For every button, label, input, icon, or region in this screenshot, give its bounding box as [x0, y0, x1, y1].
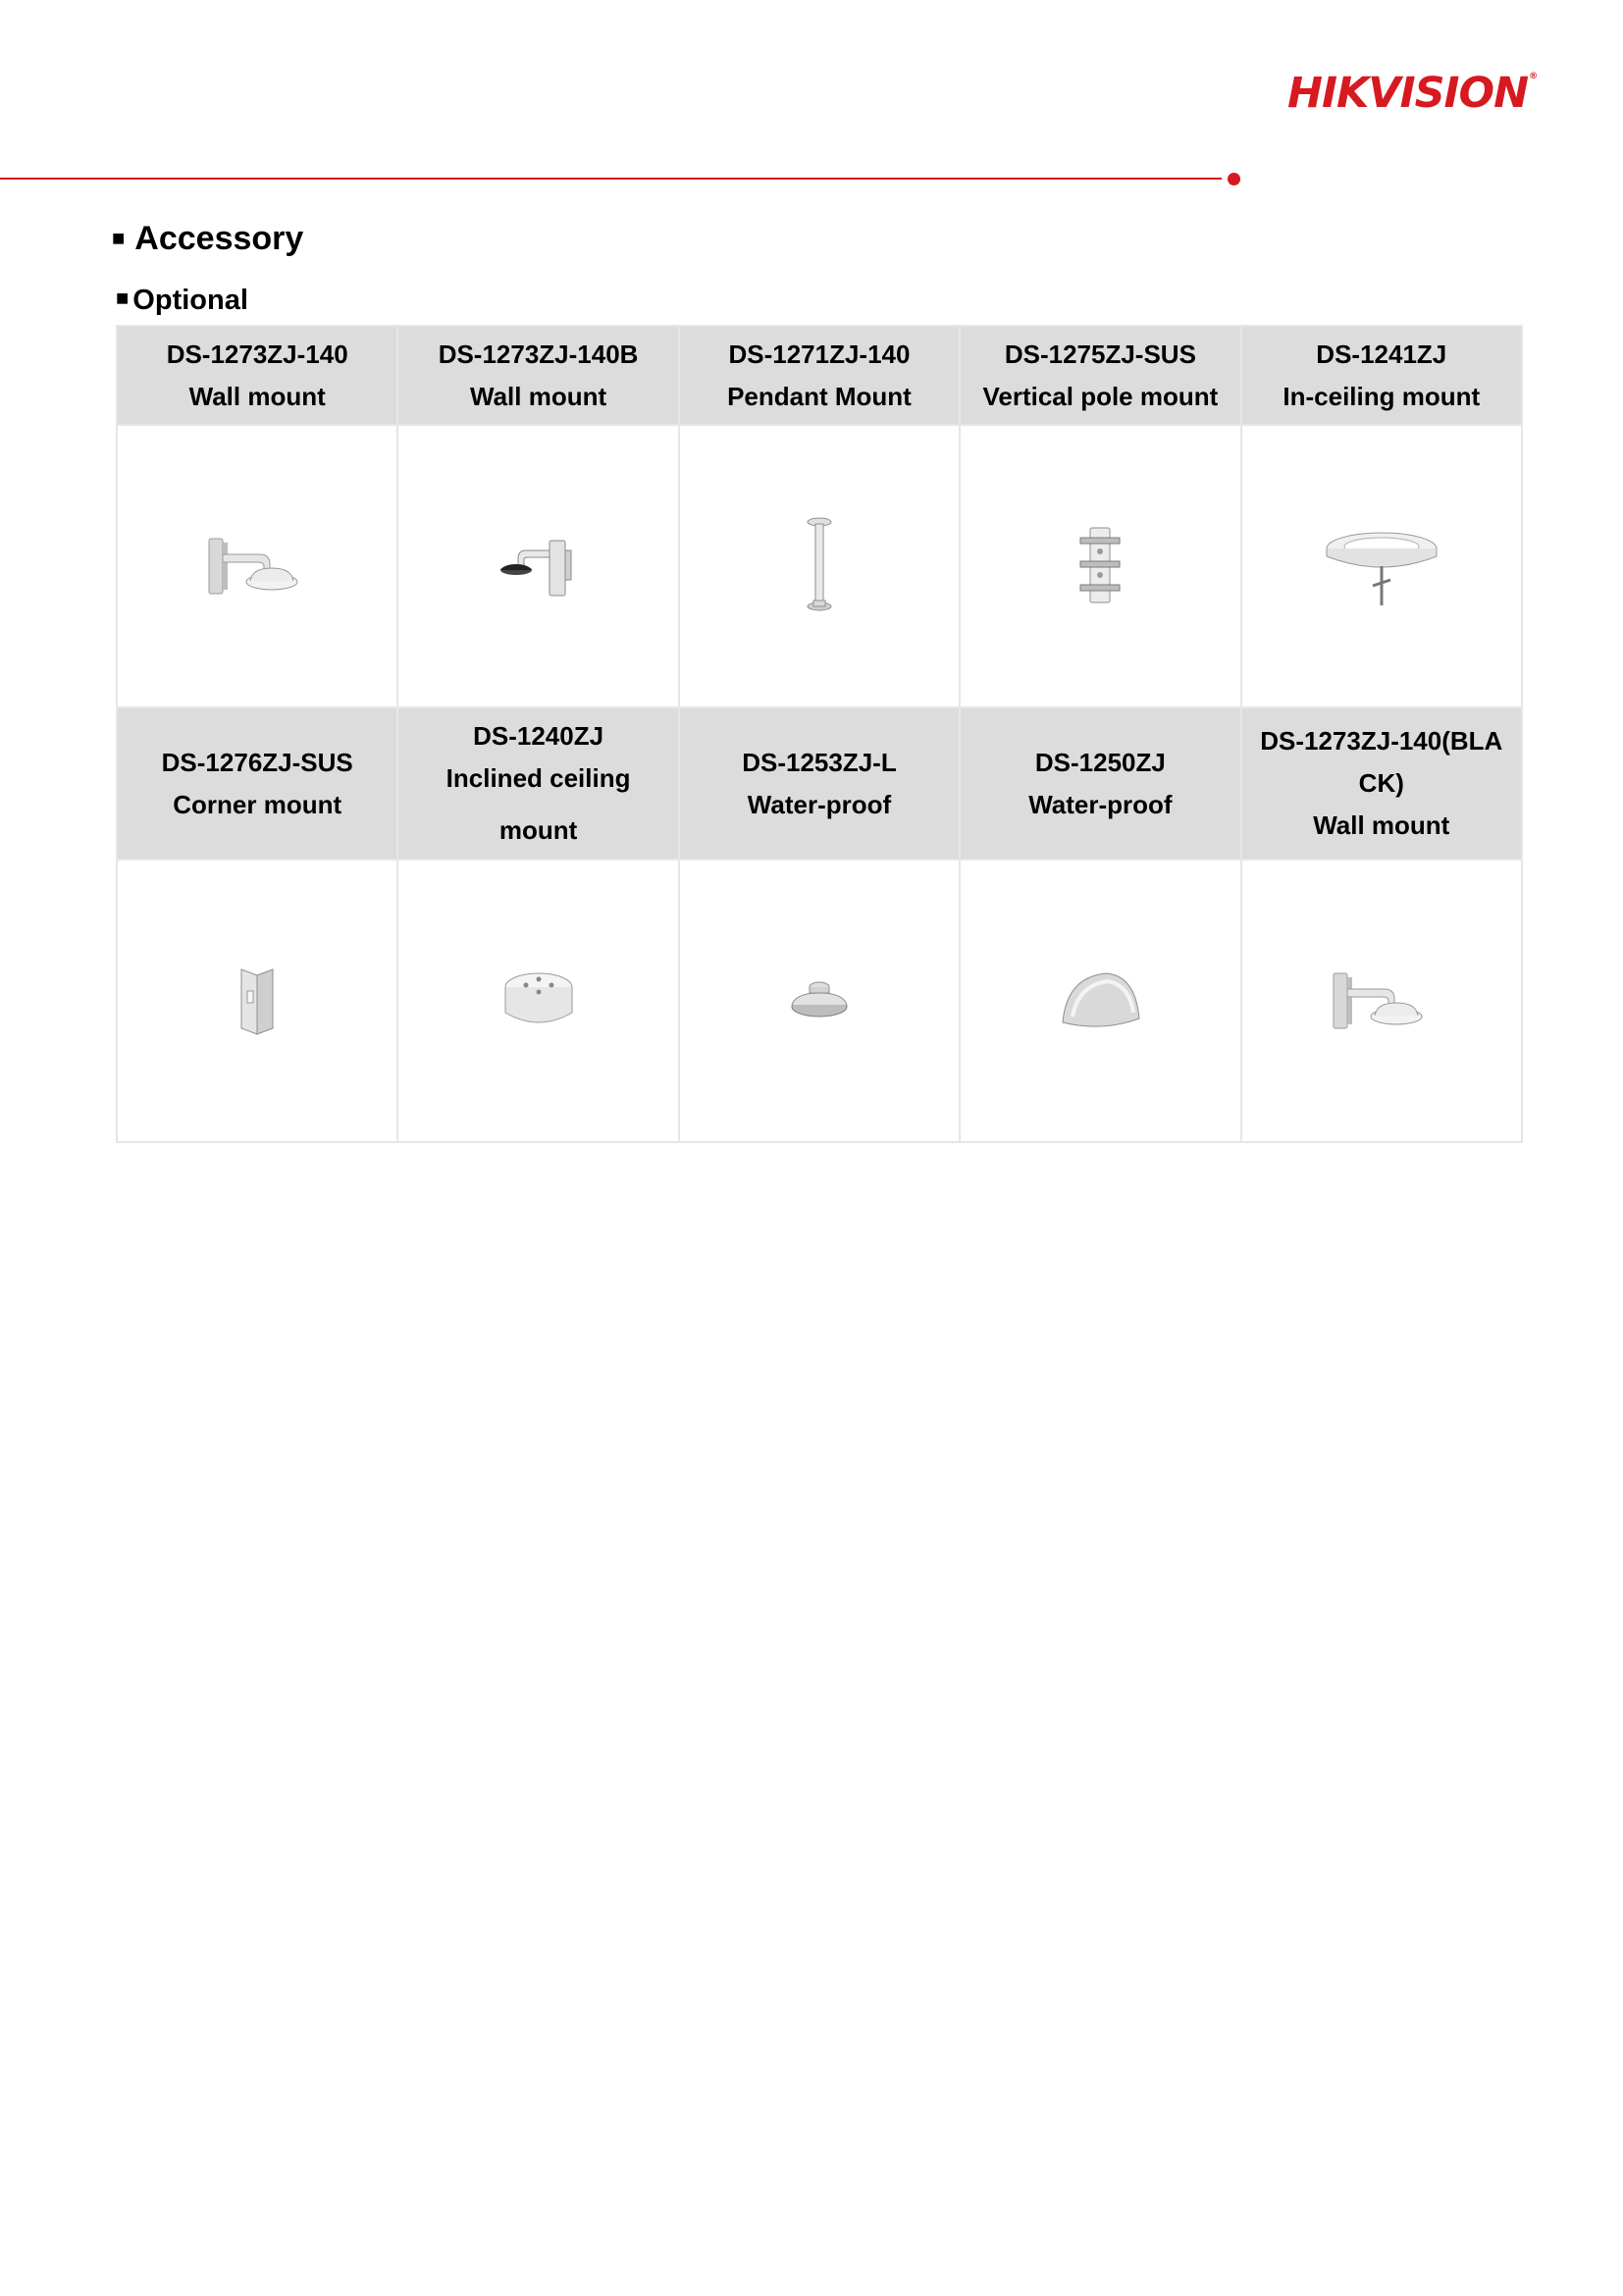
accessory-header-cell: DS-1241ZJ In-ceiling mount: [1241, 326, 1522, 425]
bullet-icon: ■: [116, 286, 130, 310]
wall-mount-black-icon: [485, 527, 593, 605]
corner-mount-icon: [228, 962, 287, 1040]
rain-shade-icon: [1051, 962, 1149, 1040]
accessory-header-cell: DS-1271ZJ-140 Pendant Mount: [679, 326, 960, 425]
accessory-header-row: [117, 707, 1522, 860]
accessory-header-cell: DS-1273ZJ-140(BLA CK) Wall mount: [1241, 707, 1522, 860]
accessory-table: [116, 325, 1523, 1143]
accessory-image-cell: [397, 425, 678, 707]
wall-mount-icon: [203, 527, 311, 605]
in-ceiling-mount-icon: [1318, 517, 1445, 615]
header-divider-dot: [1228, 173, 1240, 185]
accessory-image-cell: [1241, 425, 1522, 707]
wall-mount-icon: [1328, 962, 1436, 1040]
accessory-header-cell: DS-1275ZJ-SUS Vertical pole mount: [960, 326, 1240, 425]
bullet-icon: ■: [112, 226, 126, 250]
accessory-image-row: [117, 425, 1522, 707]
accessory-image-cell: [960, 425, 1240, 707]
accessory-header-cell: DS-1276ZJ-SUS Corner mount: [117, 707, 397, 860]
accessory-header-cell: DS-1273ZJ-140 Wall mount: [117, 326, 397, 425]
accessory-image-cell: [679, 425, 960, 707]
accessory-image-cell: [1241, 860, 1522, 1142]
accessory-header-cell: DS-1250ZJ Water-proof: [960, 707, 1240, 860]
accessory-header-cell: DS-1240ZJ Inclined ceiling mount: [397, 707, 678, 860]
accessory-header-cell: DS-1253ZJ-L Water-proof: [679, 707, 960, 860]
accessory-image-cell: [117, 860, 397, 1142]
accessory-image-cell: [117, 425, 397, 707]
hikvision-logo: HIKVISION®: [1287, 69, 1538, 118]
pole-mount-icon: [1071, 522, 1129, 610]
accessory-header-cell: DS-1273ZJ-140B Wall mount: [397, 326, 678, 425]
pendant-mount-icon: [790, 512, 849, 620]
header-divider-line: [0, 178, 1222, 180]
accessory-image-cell: [679, 860, 960, 1142]
inclined-ceiling-mount-icon: [495, 962, 583, 1040]
section-title: ■ Accessory: [112, 220, 304, 257]
accessory-image-cell: [960, 860, 1240, 1142]
accessory-header-row: [117, 326, 1522, 425]
accessory-image-cell: [397, 860, 678, 1142]
accessory-image-row: [117, 860, 1522, 1142]
junction-box-icon: [780, 971, 859, 1030]
subsection-title: ■ Optional: [116, 285, 248, 316]
